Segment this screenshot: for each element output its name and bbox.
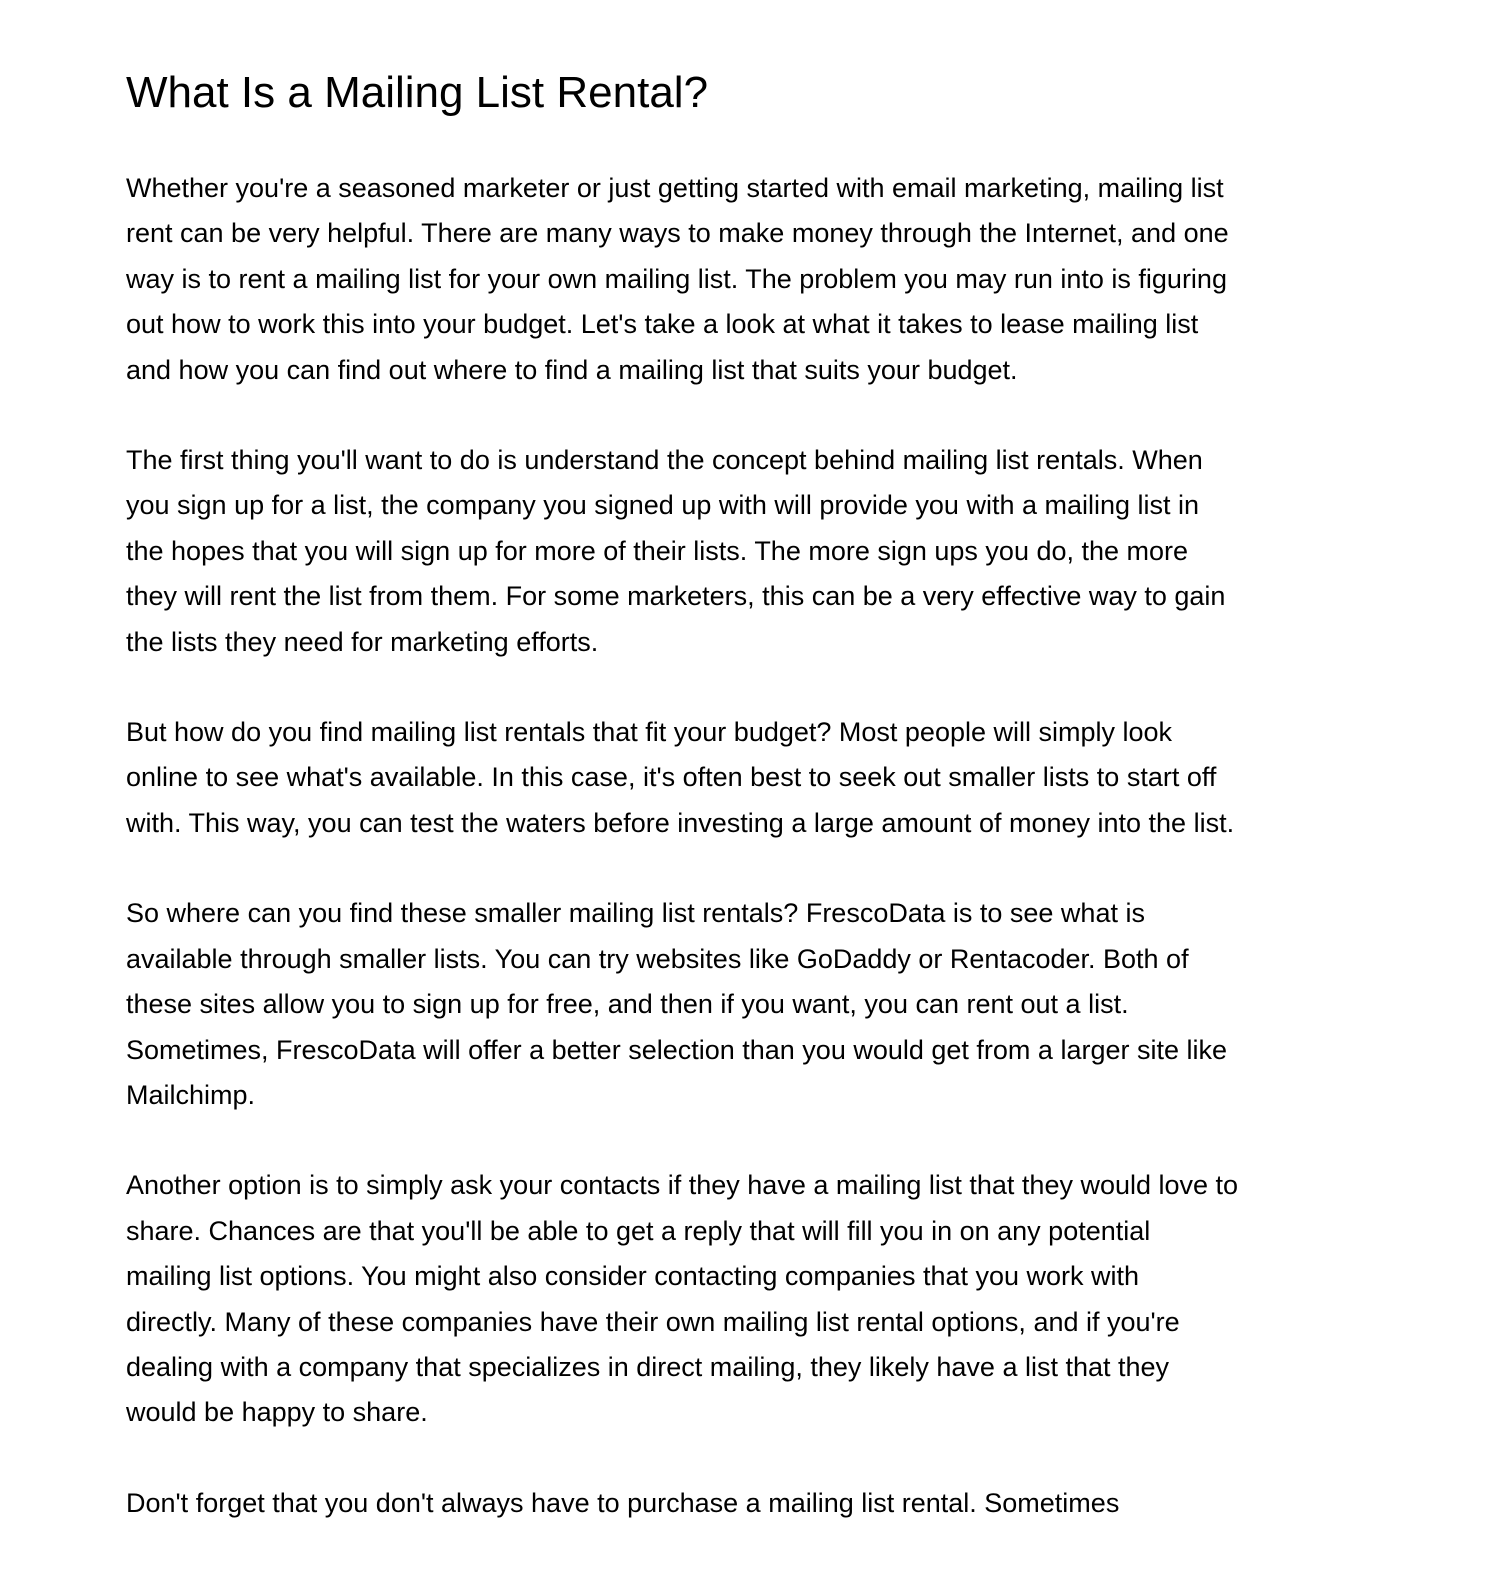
text-line: available through smaller lists. You can try websites like GoDaddy or Rentacoder. Both of (126, 943, 1189, 974)
paragraph-4 (126, 891, 1386, 1118)
text-line: Whether you're a seasoned marketer or just getting started with email marketing, mailing list (126, 173, 1224, 203)
paragraph-2 (126, 438, 1386, 665)
text-line: way is to rent a mailing list for your own mailing list. The problem you may run into is figuring (126, 263, 1227, 294)
text-line: would be happy to share. (126, 1397, 428, 1428)
text-line: Sometimes, FrescoData will offer a better selection than you would get from a larger site like (126, 1034, 1228, 1065)
text-line: rent can be very helpful. There are many ways to make money through the Internet, and one (126, 218, 1229, 249)
text-line: Mailchimp. (126, 1079, 256, 1110)
text-line: online to see what's available. In this case, it's often best to seek out smaller lists to start off (126, 762, 1217, 793)
text-line: the lists they need for marketing efforts. (126, 626, 599, 657)
page-title: What Is a Mailing List Rental? (126, 68, 709, 117)
text-line: mailing list options. You might also consider contacting companies that you work with (126, 1261, 1140, 1292)
text-line: directly. Many of these companies have their own mailing list rental options, and if you're (126, 1306, 1180, 1337)
text-line: So where can you find these smaller mailing list rentals? FrescoData is to see what is (126, 898, 1145, 929)
text-line: But how do you find mailing list rentals that fit your budget? Most people will simply look (126, 717, 1173, 748)
paragraph-6-partial (126, 1481, 1386, 1526)
text-line: dealing with a company that specializes in direct mailing, they likely have a list that they (126, 1351, 1170, 1382)
text-line: they will rent the list from them. For some marketers, this can be a very effective way to gain (126, 581, 1226, 612)
text-line: with. This way, you can test the waters before investing a large amount of money into the list. (126, 807, 1235, 838)
text-line: Another option is to simply ask your contacts if they have a mailing list that they would love to (126, 1170, 1239, 1201)
paragraph-5 (126, 1163, 1386, 1435)
text-line: you sign up for a list, the company you signed up with will provide you with a mailing list in (126, 490, 1200, 521)
text-line: and how you can find out where to find a mailing list that suits your budget. (126, 354, 1018, 385)
document-body (126, 166, 1386, 1571)
text-line: the hopes that you will sign up for more of their lists. The more sign ups you do, the more (126, 535, 1189, 566)
text-line: Don't forget that you don't always have to purchase a mailing list rental. Sometimes (126, 1487, 1120, 1518)
paragraph-3 (126, 710, 1386, 846)
paragraph-1 (126, 166, 1386, 393)
text-line: out how to work this into your budget. Let's take a look at what it takes to lease mailing list (126, 309, 1199, 340)
text-line: these sites allow you to sign up for free, and then if you want, you can rent out a list. (126, 989, 1129, 1020)
text-line: The first thing you'll want to do is understand the concept behind mailing list rentals. When (126, 445, 1203, 476)
text-line: share. Chances are that you'll be able to get a reply that will fill you in on any potential (126, 1215, 1151, 1246)
